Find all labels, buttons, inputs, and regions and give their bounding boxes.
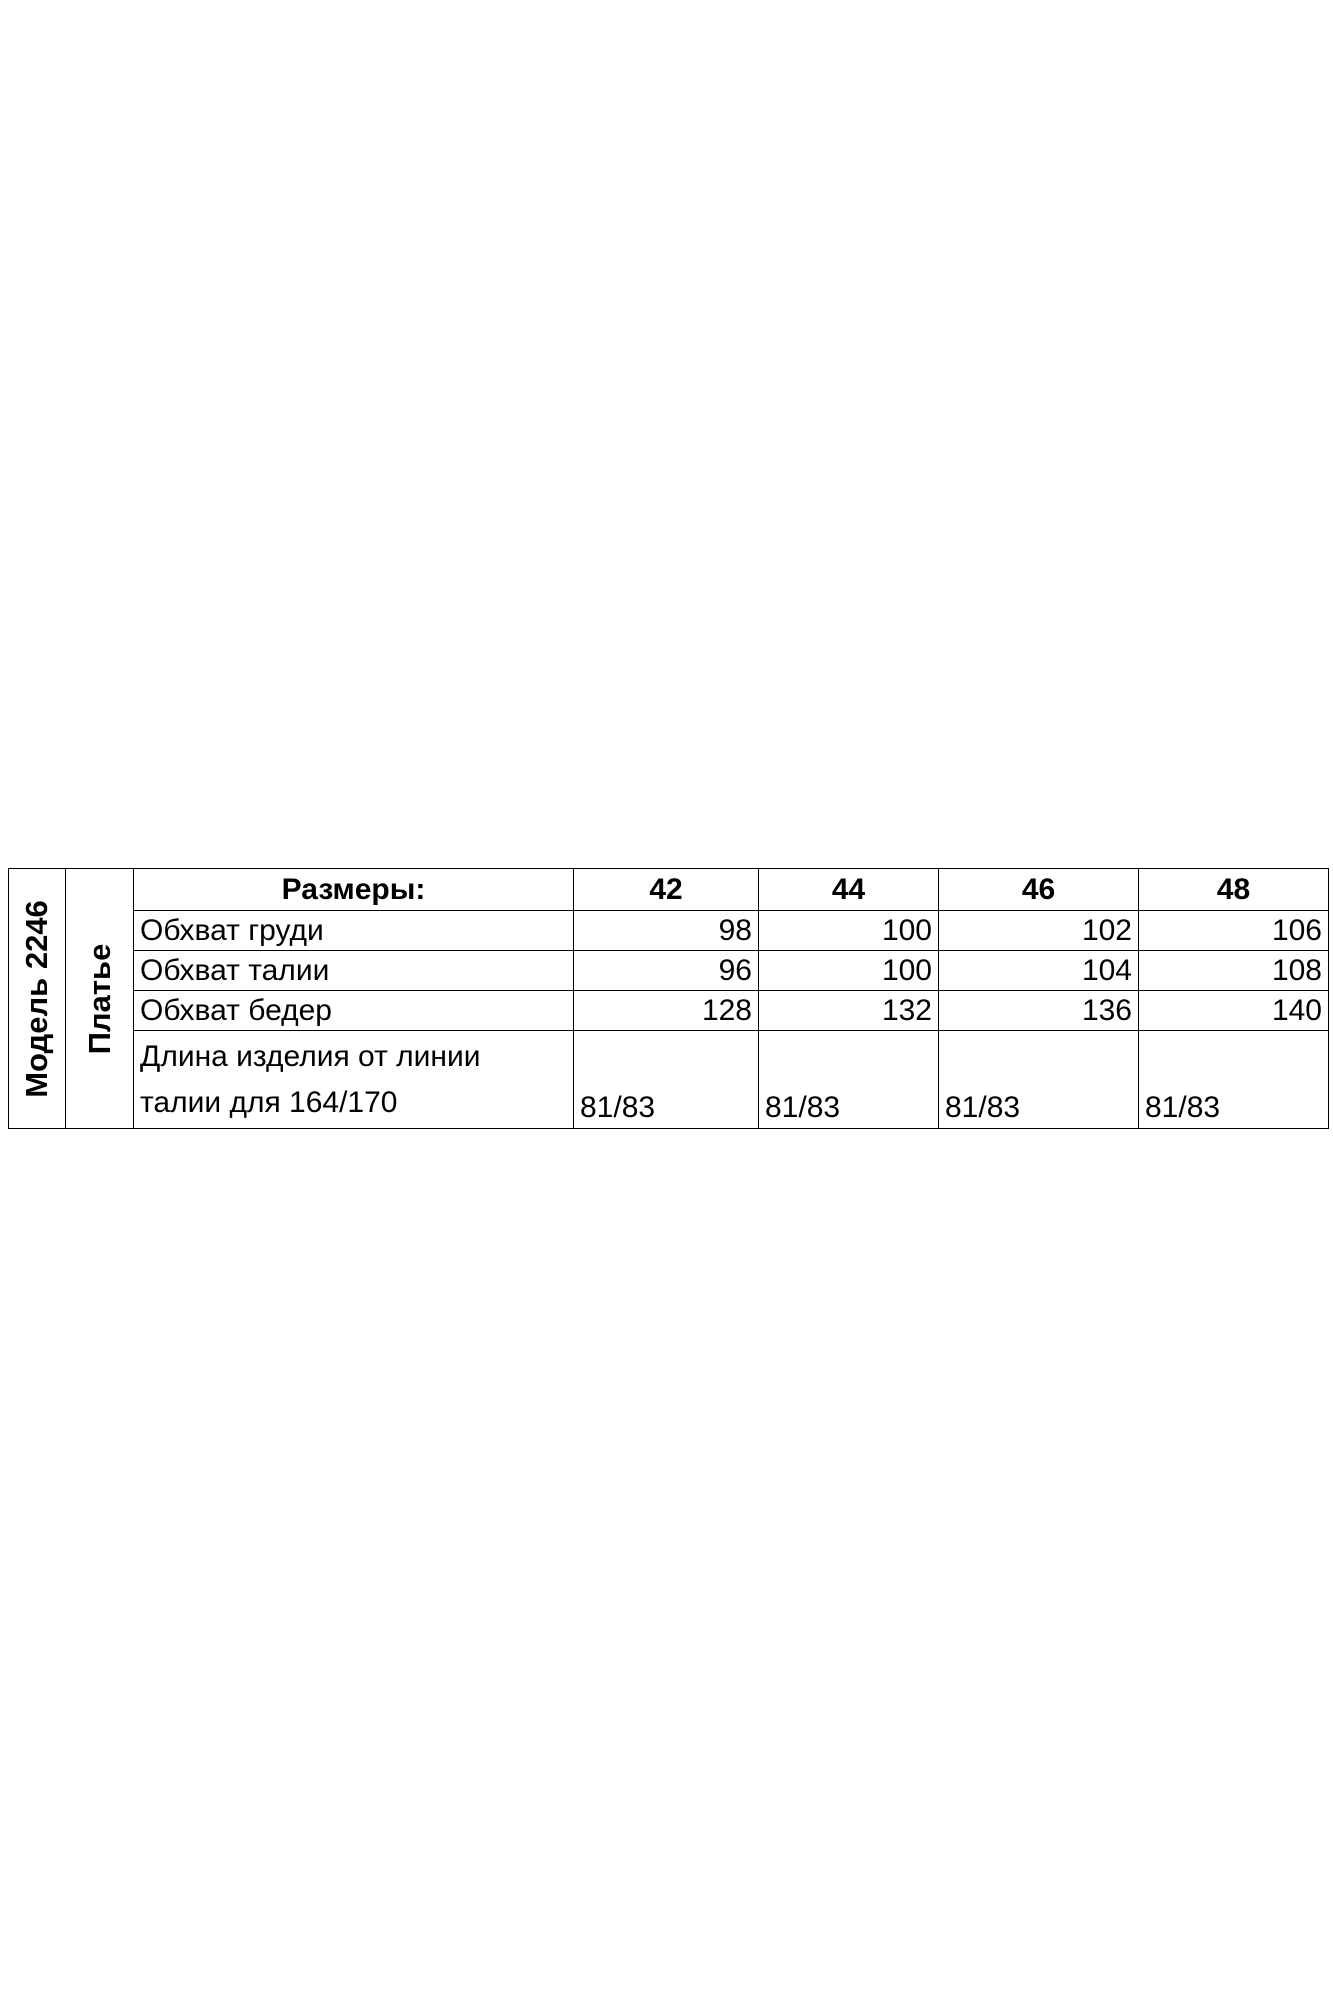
product-label: Платье <box>81 943 117 1054</box>
measurement-value: 128 <box>574 991 759 1031</box>
length-value: 81/83 <box>759 1031 939 1129</box>
table-row <box>9 911 1329 951</box>
measurement-value: 100 <box>759 911 939 951</box>
measurement-value: 96 <box>574 951 759 991</box>
measurement-label: Обхват талии <box>134 951 574 991</box>
measurement-value: 100 <box>759 951 939 991</box>
measurement-label: Обхват груди <box>134 911 574 951</box>
size-chart-table <box>8 868 1329 1129</box>
size-header: 44 <box>759 869 939 911</box>
table-row <box>9 991 1329 1031</box>
sizes-header-label: Размеры: <box>134 869 574 911</box>
measurement-value: 104 <box>939 951 1139 991</box>
measurement-value: 132 <box>759 991 939 1031</box>
measurement-value: 102 <box>939 911 1139 951</box>
measurement-value: 136 <box>939 991 1139 1031</box>
table-row <box>9 951 1329 991</box>
product-cell <box>66 869 134 1129</box>
size-header: 46 <box>939 869 1139 911</box>
measurement-label: Обхват бедер <box>134 991 574 1031</box>
measurement-value: 108 <box>1139 951 1329 991</box>
table-row <box>9 1031 1329 1129</box>
table-header-row <box>9 869 1329 911</box>
length-value: 81/83 <box>1139 1031 1329 1129</box>
model-cell <box>9 869 66 1129</box>
length-label-line1: Длина изделия от линии <box>140 1039 481 1073</box>
length-label-line2: талии для 164/170 <box>140 1085 398 1119</box>
size-header: 42 <box>574 869 759 911</box>
model-label: Модель 2246 <box>19 899 54 1098</box>
size-header: 48 <box>1139 869 1329 911</box>
length-label <box>134 1031 574 1129</box>
measurement-value: 140 <box>1139 991 1329 1031</box>
length-value: 81/83 <box>939 1031 1139 1129</box>
length-value: 81/83 <box>574 1031 759 1129</box>
measurement-value: 106 <box>1139 911 1329 951</box>
measurement-value: 98 <box>574 911 759 951</box>
